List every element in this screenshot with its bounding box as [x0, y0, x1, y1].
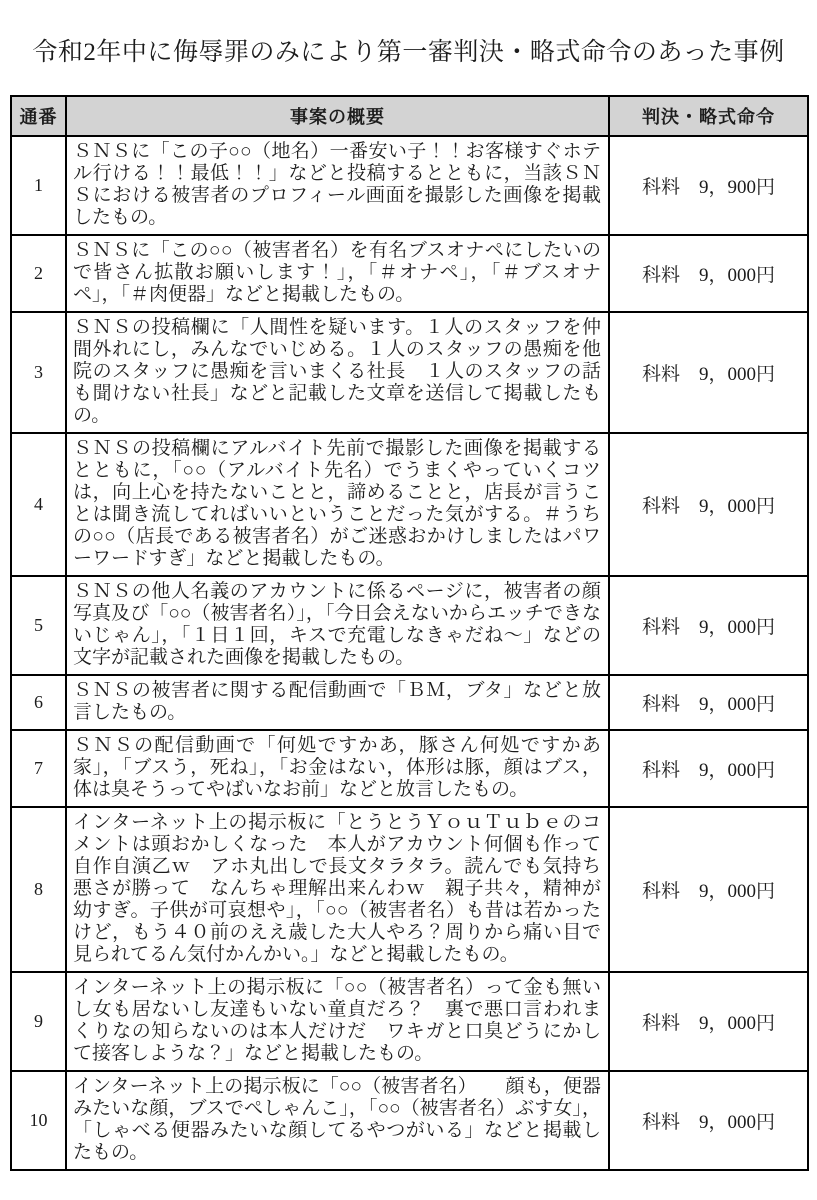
case-summary-cell: ＳＮＳの配信動画で「何処ですかあ，豚さん何処ですかあ家」，「ブスう，死ね」，「お金はない，体形は豚，顔はブス，体は臭そうってやばいなお前」などと放言したもの。 [66, 730, 609, 807]
judgment-cell: 科料 9，000円 [609, 730, 808, 807]
table-row [11, 312, 808, 433]
table-row [11, 433, 808, 576]
serial-cell: 4 [11, 433, 66, 576]
column-header-summary: 事案の概要 [66, 96, 609, 136]
serial-cell: 10 [11, 1071, 66, 1170]
column-header-serial: 通番 [11, 96, 66, 136]
column-header-judgment: 判決・略式命令 [609, 96, 808, 136]
case-summary-cell: ＳＮＳの投稿欄にアルバイト先前で撮影した画像を掲載するとともに，「○○（アルバイト先名）でうまくやっていくコツは，向上心を持たないことと，諦めることと，店長が言うことは聞き流してればいいということだった気がする。＃うちの○○（店長である被害者名）がご迷惑おかけしましたはパワーワードすぎ」などと掲載したもの。 [66, 433, 609, 576]
case-summary-cell: インターネット上の掲示板に「○○（被害者名）って金も無いし女も居ないし友達もいない童貞だろ？ 裏で悪口言われまくりなの知らないのは本人だけだ ワキガと口臭どうにかして接客しような？」などと掲載したもの。 [66, 972, 609, 1071]
case-summary-cell: ＳＮＳの他人名義のアカウントに係るページに，被害者の顔写真及び「○○（被害者名）」，「今日会えないからエッチできないじゃん」，「１日１回，キスで充電しなきゃだね～」などの文字が記載された画像を掲載したもの。 [66, 576, 609, 675]
table-row [11, 675, 808, 730]
serial-cell: 7 [11, 730, 66, 807]
serial-cell: 9 [11, 972, 66, 1071]
judgment-cell: 科料 9，000円 [609, 972, 808, 1071]
judgment-cell: 科料 9，000円 [609, 433, 808, 576]
judgment-cell: 科料 9，900円 [609, 136, 808, 235]
judgment-cell: 科料 9，000円 [609, 312, 808, 433]
serial-cell: 8 [11, 807, 66, 972]
serial-cell: 5 [11, 576, 66, 675]
table-row [11, 807, 808, 972]
case-summary-cell: インターネット上の掲示板に「○○（被害者名） 顔も，便器みたいな顔，ブスでぺしゃんこ」，「○○（被害者名）ぶす女」，「しゃべる便器みたいな顔してるやつがいる」などと掲載したもの。 [66, 1071, 609, 1170]
serial-cell: 2 [11, 235, 66, 312]
judgment-cell: 科料 9，000円 [609, 807, 808, 972]
serial-cell: 3 [11, 312, 66, 433]
case-table [10, 95, 809, 1171]
case-summary-cell: インターネット上の掲示板に「とうとうＹｏｕＴｕｂｅのコメントは頭おかしくなった 本人がアカウント何個も作って自作自演乙ｗ アホ丸出しで長文タラタラ。読んでも気持ち悪さが勝って なんちゃ理解出来んわｗ 親子共々，精神が幼すぎ。子供が可哀想や」，「○○（被害者名）も昔は若かったけど，もう４０前のええ歳した大人やろ？周りから痛い目で見られてるん気付かんかい。」などと掲載したもの。 [66, 807, 609, 972]
page-title: 令和2年中に侮辱罪のみにより第一審判決・略式命令のあった事例 [32, 39, 785, 66]
judgment-cell: 科料 9，000円 [609, 235, 808, 312]
table-row [11, 1071, 808, 1170]
table-row [11, 972, 808, 1071]
judgment-cell: 科料 9，000円 [609, 576, 808, 675]
case-summary-cell: ＳＮＳの投稿欄に「人間性を疑います。１人のスタッフを仲間外れにし，みんなでいじめる。１人のスタッフの愚痴を他院のスタッフに愚痴を言いまくる社長 １人のスタッフの話も聞けない社長」などと記載した文章を送信して掲載したもの。 [66, 312, 609, 433]
table-row [11, 730, 808, 807]
serial-cell: 6 [11, 675, 66, 730]
serial-cell: 1 [11, 136, 66, 235]
case-summary-cell: ＳＮＳに「この○○（被害者名）を有名ブスオナペにしたいので皆さん拡散お願いします！」，「＃オナペ」，「＃ブスオナペ」，「＃肉便器」などと掲載したもの。 [66, 235, 609, 312]
table-row [11, 235, 808, 312]
table-header-row [11, 96, 808, 136]
case-summary-cell: ＳＮＳに「この子○○（地名）一番安い子！！お客様すぐホテル行ける！！最低！！」などと投稿するとともに，当該ＳＮＳにおける被害者のプロフィール画面を撮影した画像を掲載したもの。 [66, 136, 609, 235]
judgment-cell: 科料 9，000円 [609, 675, 808, 730]
table-row [11, 576, 808, 675]
judgment-cell: 科料 9，000円 [609, 1071, 808, 1170]
case-summary-cell: ＳＮＳの被害者に関する配信動画で「ＢＭ，ブタ」などと放言したもの。 [66, 675, 609, 730]
table-row [11, 136, 808, 235]
